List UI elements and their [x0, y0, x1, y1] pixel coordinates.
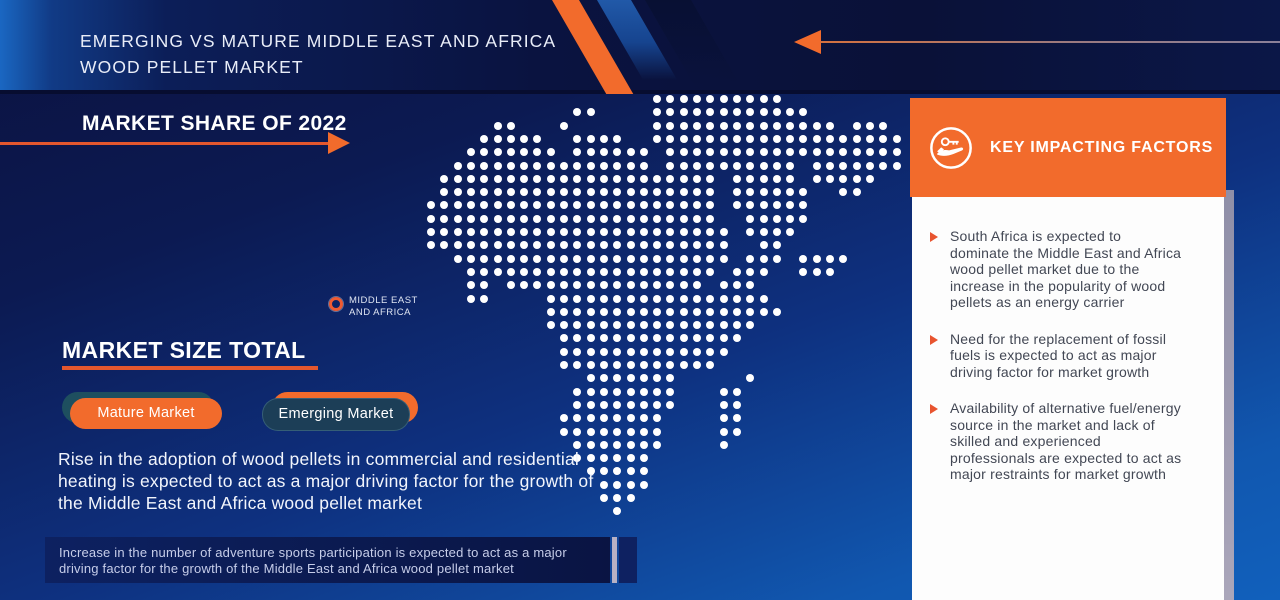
region-label-text [349, 295, 418, 318]
emerging-button-label: Emerging Market [278, 405, 394, 422]
list-item [930, 331, 1204, 381]
footnote-end-stripe [612, 537, 617, 583]
triangle-bullet-icon [930, 404, 938, 414]
emerging-market-button[interactable] [262, 392, 430, 430]
left-arrow-icon [794, 30, 821, 54]
footnote-text: Increase in the number of adventure sports participation is expected to act as a major driving factor for the growth of the Middle East and Africa wood pellet market [59, 545, 567, 576]
region-label-line1: MIDDLE EAST [349, 295, 418, 306]
region-marker-icon [329, 297, 343, 311]
page-title [80, 28, 556, 80]
market-size-description: Rise in the adoption of wood pellets in commercial and residential heating is expected to act as a major driving factor for the growth of the Middle East and Africa wood pellet market [58, 449, 594, 513]
page-title-line2: WOOD PELLET MARKET [80, 57, 304, 77]
footnote-bar [45, 537, 637, 583]
list-item [930, 400, 1204, 483]
market-size-heading: MARKET SIZE TOTAL [62, 337, 306, 363]
map-region-label [329, 295, 418, 318]
region-label-line2: AND AFRICA [349, 306, 412, 318]
footnote-end-block [619, 537, 637, 583]
header-band [0, 0, 1280, 94]
list-item [930, 228, 1204, 311]
mature-market-button[interactable] [62, 392, 230, 430]
triangle-bullet-icon [930, 335, 938, 345]
key-factor-text: Need for the replacement of fossil fuels is expected to act as major driving factor for market growth [950, 330, 1167, 380]
key-factor-text: Availability of alternative fuel/energy source in the market and lack of skilled and experienced professionals are expected to act as major restraints for market growth [950, 400, 1182, 482]
key-factors-title: KEY IMPACTING FACTORS [990, 138, 1214, 156]
right-arrow-icon [328, 132, 350, 154]
market-share-arrow-line [0, 142, 328, 145]
mature-button-label: Mature Market [97, 404, 195, 421]
arrow-line [820, 41, 1280, 43]
page-title-line1: EMERGING VS MATURE MIDDLE EAST AND AFRICA [80, 31, 557, 51]
panel-side-shadow [1224, 190, 1234, 600]
market-size-underline [62, 366, 318, 370]
key-factor-text: South Africa is expected to dominate the Middle East and Africa wood pellet market due to the increase in the popularity of wood pellets as an energy carrier [950, 228, 1182, 310]
market-share-heading: MARKET SHARE OF 2022 [82, 112, 347, 135]
triangle-bullet-icon [930, 232, 938, 242]
key-factors-card [912, 197, 1224, 600]
hand-holding-key-icon [928, 125, 974, 171]
key-factors-header [910, 98, 1226, 197]
